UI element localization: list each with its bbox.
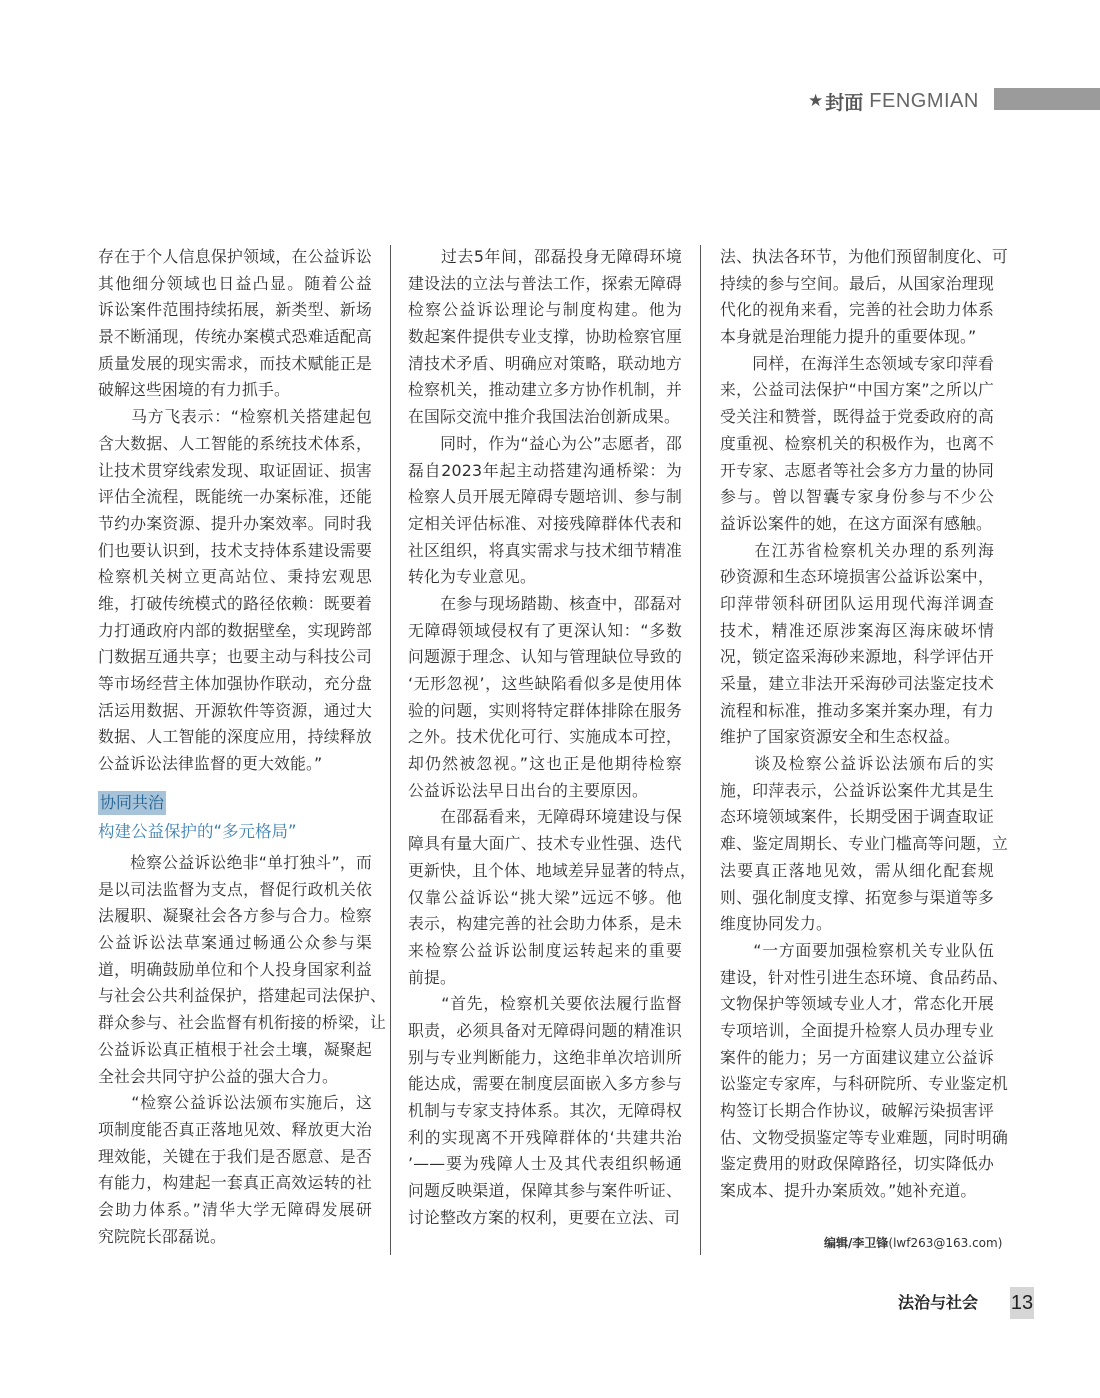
text-line: 活运用数据、开源软件等资源，通过大	[98, 700, 372, 720]
paragraph	[98, 404, 372, 778]
text-line: 究院院长邵磊说。	[98, 1226, 226, 1246]
text-line: 质量发展的现实需求，而技术赋能正是	[98, 353, 372, 373]
text-line: 表示，构建完善的社会助力体系，是未	[408, 914, 682, 934]
text-line: 采量，建立非法开采海砂司法鉴定技术	[720, 674, 994, 693]
text-line: 公益诉讼真正植根于社会土壤，凝聚起	[98, 1039, 372, 1059]
text-line: 定相关评估标准、对接残障群体代表和	[408, 513, 682, 533]
text-line: 检察机关，推动建立多方协作机制，并	[408, 380, 682, 400]
column-1-bottom	[98, 850, 386, 1250]
section-header	[808, 86, 979, 116]
text-line: 维，打破传统模式的路径依赖：既要着	[98, 593, 372, 613]
text-line: 问题源于理念、认知与管理缺位导致的	[408, 647, 682, 667]
text-line: 磊自2023年起主动搭建沟通桥梁：为	[408, 460, 682, 480]
text-line: 公益诉讼法草案通过畅通公众参与渠	[98, 933, 372, 953]
text-line: 开专家、志愿者等社会多方力量的协同	[720, 460, 994, 480]
section-tag: 协同共治	[98, 791, 166, 815]
text-line: 度重视、检察机关的积极作为，也离不	[720, 433, 994, 453]
text-line: 持续的参与空间。最后，从国家治理现	[720, 273, 994, 293]
text-line: 同时，作为“益心为公”志愿者，邵	[408, 433, 682, 453]
text-line: 流程和标准，推动多案并案办理，有力	[720, 700, 994, 720]
section-name-cn: 封面	[825, 91, 864, 114]
text-line: 清技术矛盾、明确应对策略，联动地方	[408, 353, 682, 373]
paragraph	[408, 591, 682, 805]
text-line: 检察人员开展无障碍专题培训、参与制	[408, 487, 682, 507]
text-line: 来，公益司法保护“中国方案”之所以广	[720, 380, 994, 400]
text-line: 来检察公益诉讼制度运转起来的重要	[408, 940, 682, 960]
paragraph	[408, 804, 696, 991]
paragraph	[408, 431, 682, 591]
text-line: 公益诉讼法律监督的更大效能。”	[98, 754, 323, 774]
text-line: 更新快，且个体、地域差异显著的特点，	[408, 860, 696, 880]
text-line: 讼鉴定专家库，与科研院所、专业鉴定机	[720, 1074, 1008, 1094]
paragraph	[98, 244, 372, 404]
text-line: 鉴定费用的财政保障路径，切实降低办	[720, 1154, 994, 1174]
text-line: 则、强化制度支撑、拓宽参与渠道等多	[720, 887, 994, 907]
text-line: 让技术贯穿线索发现、取证固证、损害	[98, 460, 372, 480]
text-line: 转化为专业意见。	[408, 567, 536, 587]
text-line: 有能力，构建起一套真正高效运转的社	[98, 1173, 372, 1193]
page-number: 13	[1010, 1287, 1034, 1319]
text-line: 无障碍领域侵权有了更深认知：“多数	[408, 620, 682, 640]
column-2	[408, 244, 696, 1231]
text-line: 社区组织，将真实需求与技术细节精准	[408, 540, 682, 560]
magazine-name: 法治与社会	[898, 1293, 979, 1312]
text-line: 在国际交流中推介我国法治创新成果。	[408, 407, 680, 427]
text-line: 同样，在海洋生态领域专家印萍看	[720, 353, 994, 373]
text-line: 专项培训，全面提升检察人员办理专业	[720, 1020, 994, 1040]
paragraph	[408, 991, 682, 1231]
paragraph	[720, 244, 1008, 351]
text-line: 存在于个人信息保护领域，在公益诉讼	[98, 247, 372, 266]
text-line: 本身就是治理能力提升的重要体现。”	[720, 327, 977, 347]
text-line: 参与。曾以智囊专家身份参与不少公	[720, 487, 994, 507]
text-line: 全社会共同守护公益的强大合力。	[98, 1066, 338, 1086]
text-line: 等市场经营主体加强协作联动，充分盘	[98, 674, 372, 693]
editor-email: (lwf263@163.com)	[888, 1236, 1003, 1250]
column-3	[720, 244, 1008, 1205]
text-line: 受关注和赞誉，既得益于党委政府的高	[720, 407, 994, 427]
text-line: 力打通政府内部的数据壁垒，实现跨部	[98, 620, 372, 640]
text-line: 检察公益诉讼绝非“单打独斗”，而	[98, 853, 372, 872]
paragraph	[720, 938, 1008, 1205]
text-line: 利的实现离不开残障群体的‘共建共治	[408, 1127, 682, 1147]
text-line: 能达成，需要在制度层面嵌入多方参与	[408, 1074, 682, 1094]
text-line: 益诉讼案件的她，在这方面深有感触。	[720, 513, 992, 533]
text-line: 含大数据、人工智能的系统技术体系，	[98, 433, 372, 453]
text-line: “一方面要加强检察机关专业队伍	[720, 940, 994, 960]
paragraph	[98, 850, 386, 1090]
text-line: 难、鉴定周期长、专业门槛高等问题，立	[720, 834, 1008, 854]
text-line: 其他细分领域也日益凸显。随着公益	[98, 273, 372, 293]
text-line: 机制与专家支持体系。其次，无障碍权	[408, 1101, 682, 1120]
text-line: 数据、人工智能的深度应用，持续释放	[98, 727, 372, 747]
text-line: 技术，精准还原涉案海区海床破坏情	[720, 620, 994, 640]
text-line: 构签订长期合作协议，破解污染损害评	[720, 1101, 994, 1120]
text-line: 谈及检察公益诉讼法颁布后的实	[720, 754, 994, 774]
text-line: 施，印萍表示，公益诉讼案件尤其是生	[720, 780, 994, 800]
text-line: 验的问题，实则将特定群体排除在服务	[408, 700, 682, 720]
text-line: 诉讼案件范围持续拓展，新类型、新场	[98, 300, 372, 320]
text-line: 节约办案资源、提升办案效率。同时我	[98, 513, 372, 533]
text-line: 文物保护等领域专业人才，常态化开展	[720, 994, 994, 1014]
text-line: ’——要为残障人士及其代表组织畅通	[408, 1154, 682, 1174]
text-line: 案成本、提升办案质效。”她补充道。	[720, 1181, 977, 1201]
text-line: 建设法的立法与普法工作，探索无障碍	[408, 273, 682, 293]
text-line: 检察机关树立更高站位、秉持宏观思	[98, 567, 372, 587]
text-line: 马方飞表示：“检察机关搭建起包	[98, 407, 372, 427]
text-line: 在邵磊看来，无障碍环境建设与保	[408, 807, 682, 827]
text-line: 理效能，关键在于我们是否愿意、是否	[98, 1146, 372, 1166]
text-line: 在江苏省检察机关办理的系列海	[720, 540, 994, 560]
text-line: 是以司法监督为支点，督促行政机关依	[98, 879, 372, 899]
text-line: 与社会公共利益保护，搭建起司法保护、	[98, 986, 386, 1006]
section-name-en: FENGMIAN	[869, 89, 979, 112]
editor-credit	[824, 1234, 1002, 1251]
text-line: 态环境领域案件，长期受困于调查取证	[720, 807, 994, 827]
text-line: 估、文物受损鉴定等专业难题，同时明确	[720, 1127, 1008, 1147]
text-line: 道，明确鼓励单位和个人投身国家利益	[98, 959, 372, 979]
text-line: 问题反映渠道，保障其参与案件听证、	[408, 1181, 682, 1201]
paragraph	[720, 751, 1008, 938]
text-line: 过去5年间，邵磊投身无障碍环境	[408, 247, 682, 266]
paragraph	[720, 351, 994, 538]
column-divider	[700, 245, 701, 1255]
section-title: 构建公益保护的“多元格局”	[98, 822, 297, 841]
header-bar	[994, 88, 1100, 110]
text-line: 之外。技术优化可行、实施成本可控，	[408, 727, 682, 747]
column-1-top	[98, 244, 372, 778]
text-line: 况，锁定盗采海砂来源地，科学评估开	[720, 647, 994, 667]
text-line: 代化的视角来看，完善的社会助力体系	[720, 300, 994, 320]
text-line: 维度协同发力。	[720, 914, 832, 934]
text-line: 职责，必须具备对无障碍问题的精准识	[408, 1020, 682, 1040]
text-line: 仅靠公益诉讼“挑大梁”远远不够。他	[408, 887, 682, 907]
text-line: 却仍然被忽视。”这也正是他期待检察	[408, 754, 682, 774]
text-line: 检察公益诉讼理论与制度构建。他为	[408, 300, 682, 320]
text-line: 破解这些困境的有力抓手。	[98, 380, 290, 400]
text-line: 建设，针对性引进生态环境、食品药品、	[720, 967, 1008, 987]
column-divider	[390, 245, 391, 1255]
text-line: 景不断涌现，传统办案模式恐难适配高	[98, 327, 372, 347]
text-line: 在参与现场踏勘、核查中，邵磊对	[408, 593, 682, 613]
text-line: 砂资源和生态环境损害公益诉讼案中，	[720, 567, 994, 587]
text-line: “检察公益诉讼法颁布实施后，这	[98, 1093, 372, 1113]
text-line: ‘无形忽视’，这些缺陷看似多是使用体	[408, 674, 682, 693]
text-line: 门数据互通共享；也要主动与科技公司	[98, 647, 372, 667]
text-line: 障具有量大面广、技术专业性强、迭代	[408, 834, 682, 854]
text-line: 案件的能力；另一方面建议建立公益诉	[720, 1047, 994, 1067]
text-line: 前提。	[408, 967, 456, 987]
text-line: 印萍带领科研团队运用现代海洋调查	[720, 593, 994, 613]
text-line: 会助力体系。”清华大学无障碍发展研	[98, 1199, 372, 1219]
text-line: 法要真正落地见效，需从细化配套规	[720, 860, 994, 880]
text-line: 们也要认识到，技术支持体系建设需要	[98, 540, 372, 560]
text-line: 维护了国家资源安全和生态权益。	[720, 727, 960, 747]
text-line: 公益诉讼法早日出台的主要原因。	[408, 780, 648, 800]
paragraph	[408, 244, 682, 431]
star-icon: ★	[808, 91, 824, 111]
text-line: 法履职、凝聚社会各方参与合力。检察	[98, 906, 372, 926]
paragraph	[98, 1090, 372, 1250]
text-line: 数起案件提供专业支撑，协助检察官厘	[408, 327, 682, 347]
paragraph	[720, 538, 994, 752]
text-line: 项制度能否真正落地见效、释放更大治	[98, 1119, 372, 1139]
text-line: 讨论整改方案的权利，更要在立法、司	[408, 1207, 680, 1227]
text-line: 评估全流程，既能统一办案标准，还能	[98, 487, 372, 507]
text-line: 别与专业判断能力，这绝非单次培训所	[408, 1047, 682, 1067]
editor-label: 编辑/李卫锋	[824, 1236, 889, 1250]
text-line: “首先，检察机关要依法履行监督	[408, 994, 682, 1014]
text-line: 群众参与、社会监督有机衔接的桥梁，让	[98, 1013, 386, 1033]
text-line: 法、执法各环节，为他们预留制度化、可	[720, 247, 1008, 266]
